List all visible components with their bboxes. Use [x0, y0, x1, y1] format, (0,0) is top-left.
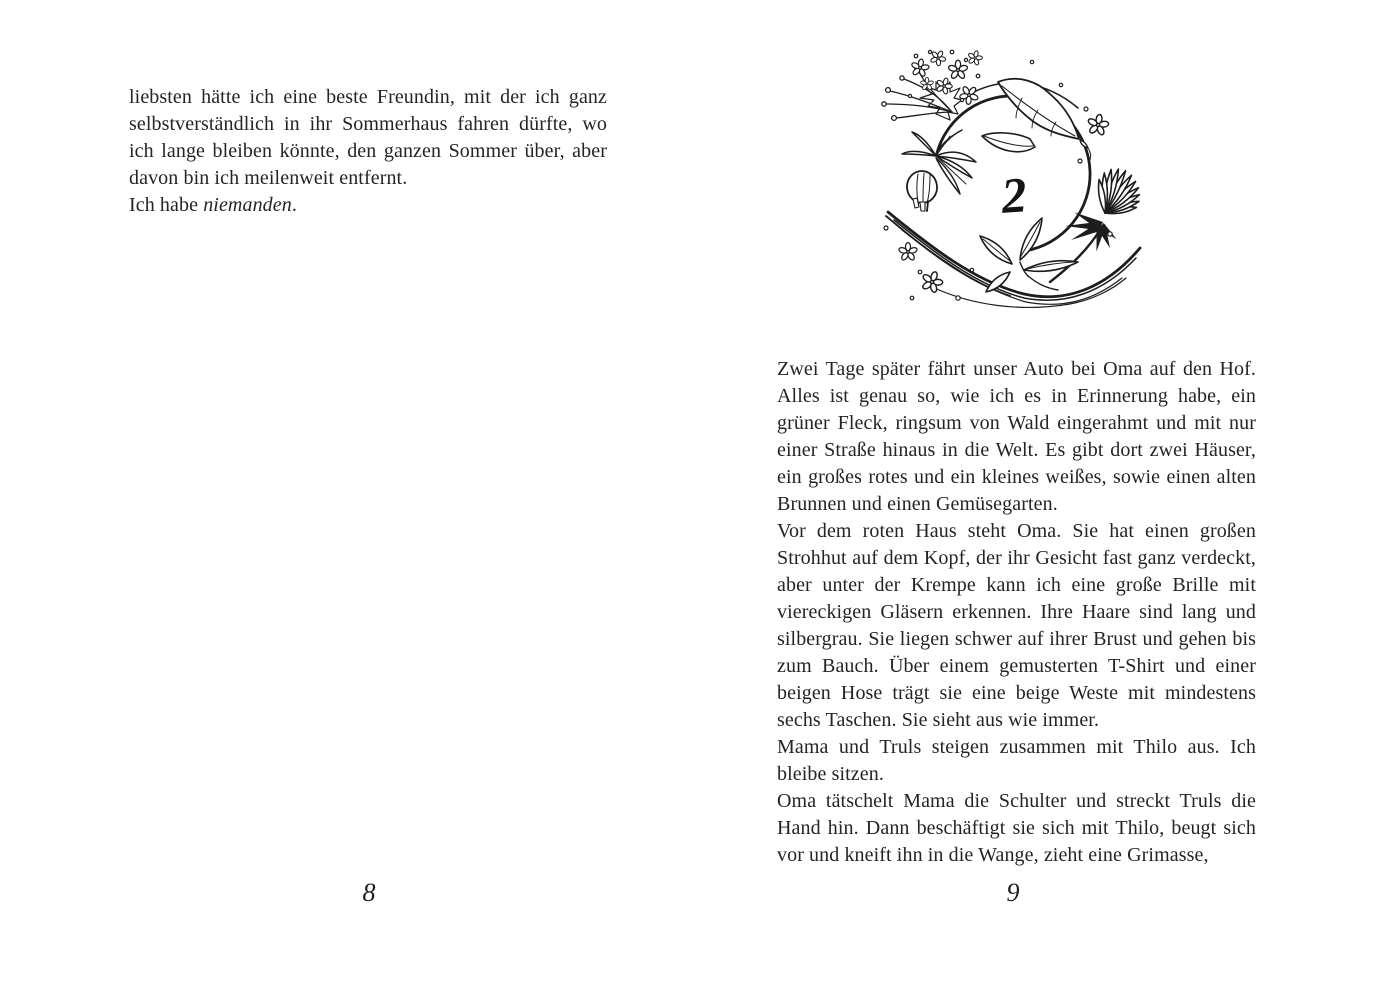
paragraph [129, 192, 607, 219]
left-page-body-text [129, 84, 607, 219]
page-number-left: 8 [362, 878, 376, 907]
emphasized-word: niemanden [203, 194, 292, 216]
paragraph-text: . [291, 194, 297, 216]
right-page-body-text [777, 356, 1256, 869]
vine-leaves [970, 79, 1091, 160]
paragraph-text: Ich habe [129, 194, 204, 216]
paragraph: liebsten hätte ich eine beste Freundin, mit der ich ganz selbstverständlich in ihr Sommerhaus fahren dürfte, wo ich lange bleiben könnte, den ganzen Sommer über, aber davon bin ich meilenweit entfernt. [129, 86, 607, 189]
paragraph: Vor dem roten Haus steht Oma. Sie hat einen großen Strohhut auf dem Kopf, der ihr Gesicht fast ganz verdeckt, aber unter der Krempe kann ich eine große Brille mit viereckigen Gläsern erkennen. Ihre Haare sind lang und silbergrau. Sie liegen schwer auf ihrer Brust und gehen bis zum Bauch. Über einem gemusterten T-Shirt und einer beigen Hose trägt sie eine beige Weste mit mindestens sechs Taschen. Sie sieht aus wie immer. [777, 520, 1256, 731]
leaf-cluster [980, 218, 1078, 292]
chapter-number: 2 [999, 166, 1029, 224]
pod-flower [902, 130, 976, 211]
paragraph: Zwei Tage später fährt unser Auto bei Oma auf den Hof. Alles ist genau so, wie ich es in Erinnerung habe, ein grüner Fleck, ringsum von Wald eingerahmt und mit nur einer Straße hinaus in die Welt. Es gibt dort zwei Häuser, ein großes rotes und ein kleines weißes, sowie einen alten Brunnen und einen Gemüsegarten. [777, 358, 1256, 515]
paragraph: Oma tätschelt Mama die Schulter und streckt Truls die Hand hin. Dann beschäftigt sie sich mit Thilo, beugt sich vor und kneift ihn in die Wange, zieht eine Grimasse, [777, 790, 1256, 866]
page-number-right: 9 [1006, 878, 1020, 907]
paragraph: Mama und Truls steigen zusammen mit Thilo aus. Ich bleibe sitzen. [777, 736, 1256, 785]
